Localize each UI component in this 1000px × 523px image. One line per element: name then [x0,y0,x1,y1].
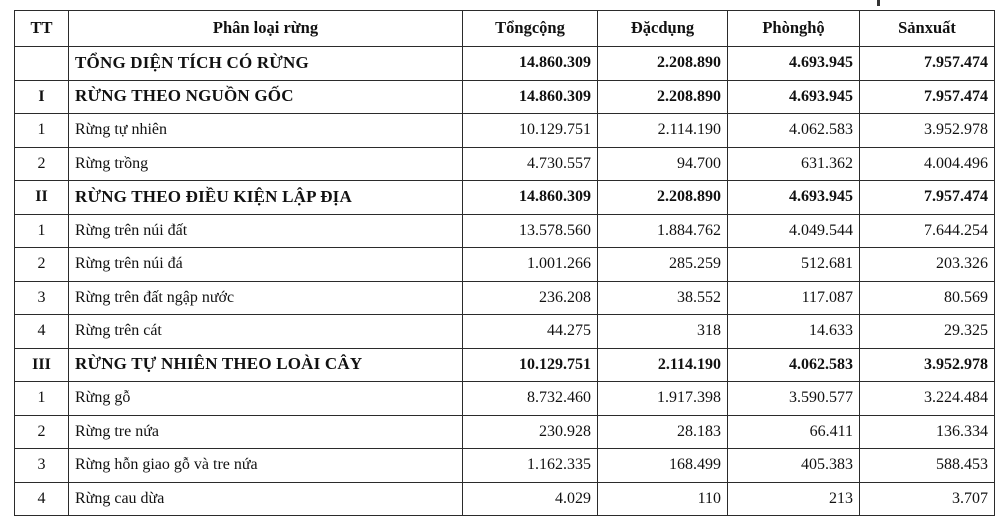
cell-tt: I [15,80,69,114]
column-header-production: Sảnxuất [860,11,995,47]
column-header-special-use: Đặcdụng [598,11,728,47]
table-row [15,181,995,215]
cell-special-use: 2.208.890 [598,47,728,81]
cell-tt: 2 [15,415,69,449]
cell-protection: 4.062.583 [728,348,860,382]
table-row [15,449,995,483]
table-row [15,214,995,248]
table-header [15,11,995,47]
cell-category: Rừng tre nứa [69,415,463,449]
cell-production: 588.453 [860,449,995,483]
cell-production: 29.325 [860,315,995,349]
cell-category: Rừng hỗn giao gỗ và tre nứa [69,449,463,483]
cell-production: 7.644.254 [860,214,995,248]
cell-special-use: 285.259 [598,248,728,282]
cell-special-use: 1.917.398 [598,382,728,416]
cell-tt: 4 [15,315,69,349]
cell-total: 8.732.460 [463,382,598,416]
cell-protection: 213 [728,482,860,516]
cell-special-use: 2.208.890 [598,181,728,215]
table-row [15,315,995,349]
table-row [15,415,995,449]
table-row [15,80,995,114]
cell-tt: 2 [15,147,69,181]
cell-production: 3.952.978 [860,348,995,382]
cell-tt: 1 [15,382,69,416]
cell-special-use: 2.208.890 [598,80,728,114]
cell-category: RỪNG TỰ NHIÊN THEO LOÀI CÂY [69,348,463,382]
cell-category: Rừng trên cát [69,315,463,349]
cell-tt: 3 [15,281,69,315]
cropped-text-fragment [877,0,880,6]
table-row [15,382,995,416]
cell-production: 80.569 [860,281,995,315]
cell-category: TỔNG DIỆN TÍCH CÓ RỪNG [69,47,463,81]
cell-production: 136.334 [860,415,995,449]
cell-total: 44.275 [463,315,598,349]
cell-special-use: 1.884.762 [598,214,728,248]
table-row [15,348,995,382]
cell-category: Rừng trên núi đá [69,248,463,282]
cell-production: 4.004.496 [860,147,995,181]
cell-special-use: 318 [598,315,728,349]
cell-category: Rừng gỗ [69,382,463,416]
cell-category: RỪNG THEO NGUỒN GỐC [69,80,463,114]
cell-tt: III [15,348,69,382]
cell-total: 13.578.560 [463,214,598,248]
cell-total: 1.162.335 [463,449,598,483]
cell-tt: II [15,181,69,215]
cell-tt: 3 [15,449,69,483]
cell-special-use: 94.700 [598,147,728,181]
cell-production: 3.707 [860,482,995,516]
cell-category: Rừng cau dừa [69,482,463,516]
cell-special-use: 38.552 [598,281,728,315]
table-row [15,482,995,516]
cell-special-use: 2.114.190 [598,114,728,148]
forest-classification-table [14,10,995,516]
cell-category: Rừng tự nhiên [69,114,463,148]
cell-production: 7.957.474 [860,47,995,81]
cell-tt: 2 [15,248,69,282]
header-row [15,11,995,47]
cell-protection: 117.087 [728,281,860,315]
cell-protection: 4.049.544 [728,214,860,248]
cell-protection: 4.062.583 [728,114,860,148]
cell-production: 7.957.474 [860,80,995,114]
cell-production: 3.952.978 [860,114,995,148]
table-row [15,248,995,282]
column-header-total: Tổngcộng [463,11,598,47]
table-row [15,47,995,81]
cell-total: 14.860.309 [463,47,598,81]
cell-total: 10.129.751 [463,114,598,148]
cell-tt [15,47,69,81]
cell-special-use: 110 [598,482,728,516]
cell-production: 203.326 [860,248,995,282]
cell-total: 4.029 [463,482,598,516]
cell-total: 4.730.557 [463,147,598,181]
cell-special-use: 28.183 [598,415,728,449]
cell-protection: 631.362 [728,147,860,181]
cell-protection: 512.681 [728,248,860,282]
cell-tt: 1 [15,114,69,148]
table-body [15,47,995,516]
cell-production: 7.957.474 [860,181,995,215]
cell-total: 230.928 [463,415,598,449]
cell-tt: 4 [15,482,69,516]
cell-category: Rừng trên núi đất [69,214,463,248]
column-header-tt: TT [15,11,69,47]
column-header-protection: Phònghộ [728,11,860,47]
cell-category: RỪNG THEO ĐIỀU KIỆN LẬP ĐỊA [69,181,463,215]
cell-protection: 3.590.577 [728,382,860,416]
cell-protection: 14.633 [728,315,860,349]
cell-protection: 405.383 [728,449,860,483]
table-row [15,147,995,181]
cell-protection: 4.693.945 [728,80,860,114]
table-row [15,281,995,315]
cell-total: 10.129.751 [463,348,598,382]
cell-special-use: 168.499 [598,449,728,483]
cell-total: 14.860.309 [463,181,598,215]
cell-protection: 4.693.945 [728,47,860,81]
cell-category: Rừng trên đất ngập nước [69,281,463,315]
table-row [15,114,995,148]
cell-protection: 4.693.945 [728,181,860,215]
cell-total: 236.208 [463,281,598,315]
cell-protection: 66.411 [728,415,860,449]
cell-tt: 1 [15,214,69,248]
cell-total: 14.860.309 [463,80,598,114]
column-header-category: Phân loại rừng [69,11,463,47]
cell-category: Rừng trồng [69,147,463,181]
cell-total: 1.001.266 [463,248,598,282]
cell-special-use: 2.114.190 [598,348,728,382]
cell-production: 3.224.484 [860,382,995,416]
